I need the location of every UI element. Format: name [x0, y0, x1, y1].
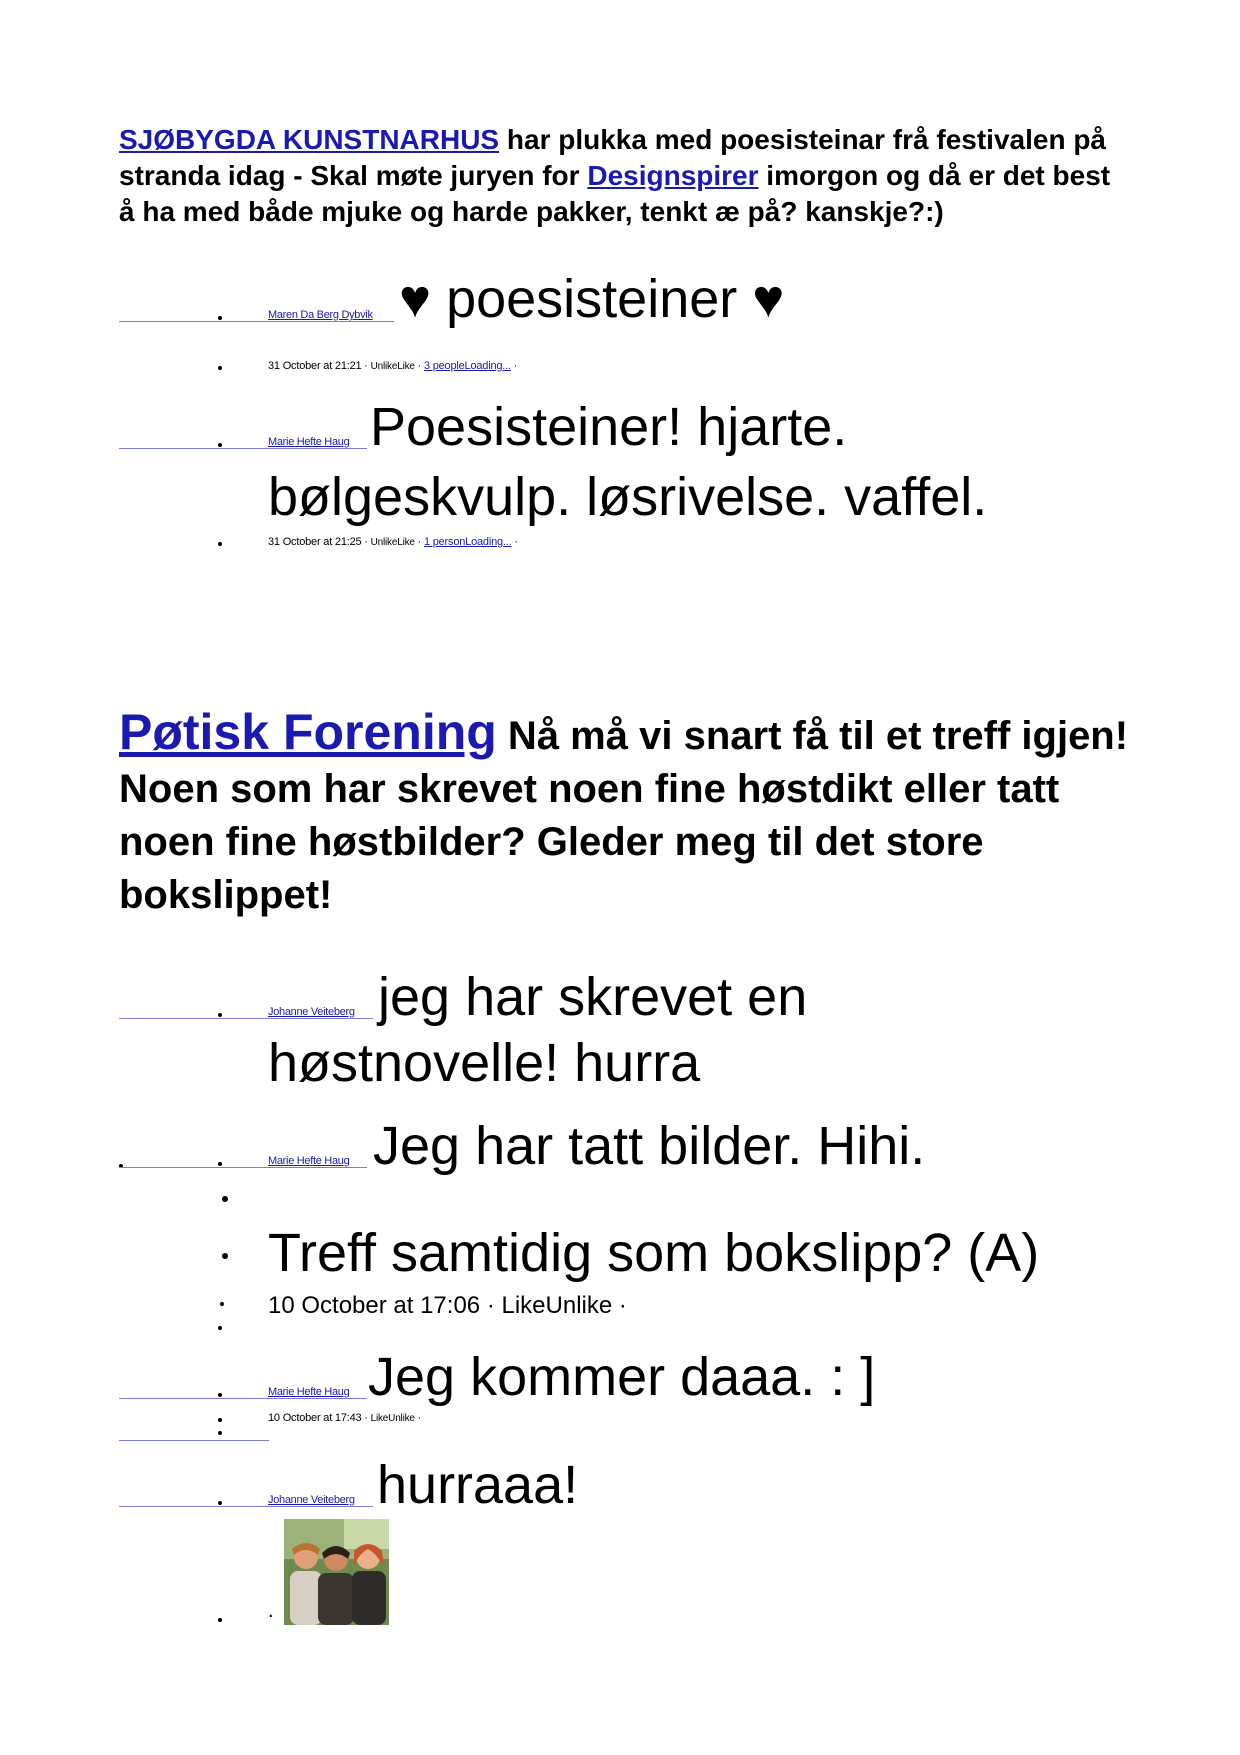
group-photo-image: [284, 1519, 389, 1625]
bullet: [218, 1393, 222, 1397]
like-button[interactable]: UnlikeLike: [370, 361, 415, 372]
bullet: [218, 1418, 222, 1422]
bullet: [218, 366, 222, 370]
photo-caption: .: [268, 1600, 274, 1622]
comment-text-line2: bølgeskvulp. løsrivelse. vaffel.: [268, 467, 988, 527]
comment-text-line2: Treff samtidig som bokslipp? (A): [268, 1223, 1040, 1283]
comment-timestamp: 31 October at 21:21: [268, 360, 362, 372]
comment-b-underline: [119, 1167, 367, 1168]
comment-meta: 10 October at 17:43 · LikeUnlike ·: [268, 1412, 422, 1424]
comment-text: ♥ poesisteiner ♥: [399, 269, 785, 329]
post-1-text: [119, 122, 1129, 230]
likes-count-link[interactable]: 3 peopleLoading...: [423, 360, 511, 372]
like-button[interactable]: LikeUnlike: [501, 1292, 613, 1319]
comment-author-marie[interactable]: Marie Hefte Haug: [268, 1155, 350, 1167]
comment-author-johanne[interactable]: Johanne Veiteberg: [268, 1006, 355, 1018]
page-link-sjobygda[interactable]: SJØBYGDA KUNSTNARHUS: [119, 124, 500, 155]
page-link-potisk-forening[interactable]: Pøtisk Forening: [119, 704, 497, 760]
comment-d-underline: [119, 1506, 373, 1507]
comment-text-line1: Poesisteiner! hjarte.: [370, 397, 848, 457]
comment-meta: 31 October at 21:21 · UnlikeLike · 3 peopleLoading... ·: [268, 360, 518, 372]
spacer-underline: [119, 1440, 269, 1441]
post-1-body-a: har plukka med poesisteinar frå festivalen på stranda idag - Skal møte juryen for: [119, 124, 1107, 191]
post-1-body-b: imorgon og då er det best å ha med både mjuke og harde pakker, tenkt æ på? kanskje?:): [119, 160, 1111, 227]
comment-a-underline: [119, 1018, 373, 1019]
bullet: [218, 1431, 222, 1435]
bullet: [220, 1302, 224, 1306]
comment-timestamp: 31 October at 21:25: [268, 536, 362, 548]
comment-author-marie[interactable]: Marie Hefte Haug: [268, 436, 350, 448]
comment-author-maren[interactable]: Maren Da Berg Dybvik: [268, 309, 373, 321]
bullet: [218, 1326, 222, 1330]
comment-author-johanne[interactable]: Johanne Veiteberg: [268, 1494, 355, 1506]
comment-c-underline: [119, 1398, 367, 1399]
comment-meta: 10 October at 17:06 · LikeUnlike ·: [268, 1292, 627, 1319]
bullet: [218, 1162, 222, 1166]
comment-1-underline: [119, 321, 394, 322]
comment-text: Jeg har tatt bilder. Hihi.: [373, 1116, 926, 1176]
comment-text: hurraaa!: [377, 1455, 579, 1515]
post-2-body: Nå må vi snart få til et treff igjen! Noen som har skrevet noen fine høstdikt eller tatt noen fine høstbilder? Gleder meg til det store bokslippet!: [119, 714, 1129, 917]
comment-text: Jeg kommer daaa. : ]: [368, 1347, 876, 1407]
comment-2-underline: [119, 448, 367, 449]
bullet: [218, 542, 222, 546]
bullet: [218, 316, 222, 320]
link-designspirer[interactable]: Designspirer: [587, 160, 759, 191]
group-photo[interactable]: [284, 1519, 389, 1625]
bullet: [218, 1501, 222, 1505]
comment-author-marie[interactable]: Marie Hefte Haug: [268, 1386, 350, 1398]
bullet: [222, 1196, 228, 1202]
comment-timestamp: 10 October at 17:43: [268, 1412, 362, 1424]
like-button[interactable]: UnlikeLike: [370, 537, 415, 548]
comment-timestamp: 10 October at 17:06: [268, 1292, 481, 1319]
comment-meta: 31 October at 21:25 · UnlikeLike · 1 personLoading... ·: [268, 536, 518, 548]
bullet: [222, 1253, 228, 1259]
bullet: [218, 443, 222, 447]
likes-count-link[interactable]: 1 personLoading...: [423, 536, 512, 548]
bullet: [218, 1618, 222, 1622]
comment-text-line1: jeg har skrevet en: [378, 967, 808, 1027]
comment-text-line2: høstnovelle! hurra: [268, 1033, 701, 1093]
post-2-text: [119, 706, 1129, 922]
bullet: [218, 1013, 222, 1017]
like-button[interactable]: LikeUnlike: [370, 1413, 415, 1424]
